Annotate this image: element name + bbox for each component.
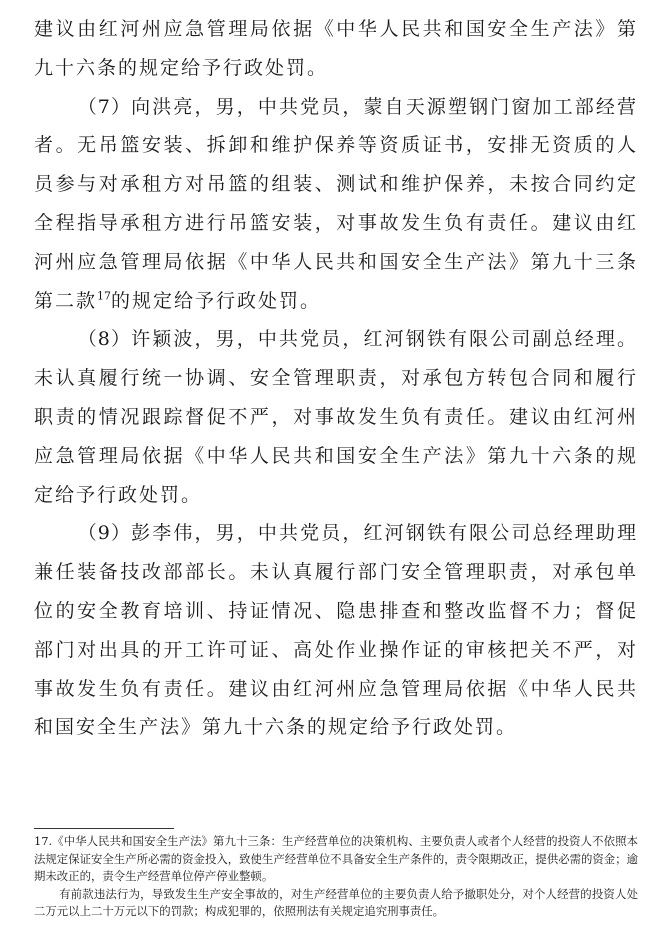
paragraph-text-after: 的规定给予行政处罚。 (111, 289, 322, 312)
document-body (34, 10, 638, 747)
paragraph-item-8 (34, 320, 638, 514)
footnote-reference[interactable]: 17 (97, 289, 112, 303)
paragraph-item-9 (34, 514, 638, 747)
footnote-text: 《中华人民共和国安全生产法》第九十三条：生产经营单位的决策机构、主要负责人或者个人经营的投资人不依照本法规定保证安全生产所必需的资金投入，致使生产经营单位不具备安全生产条件的，责令限期改正，提供必需的资金；逾期未改正的，责令生产经营单位停产停业整顿。 (34, 834, 638, 884)
paragraph-text: 许颖波，男，中共党员，红河钢铁有限公司副总经理。未认真履行统一协调、安全管理职责，对承包方转包合同和履行职责的情况跟踪督促不严，对事故发生负有责任。建议由红河州应急管理局依据《中华人民共和国安全生产法》第九十六条的规定给予行政处罚。 (34, 328, 638, 506)
paragraph-text: 向洪亮，男，中共党员，蒙自天源塑钢门窗加工部经营者。无吊篮安装、拆卸和维护保养等资质证书，安排无资质的人员参与对承租方对吊篮的组装、测试和维护保养，未按合同约定全程指导承租方进行吊篮安装，对事故发生负有责任。建议由红河州应急管理局依据《中华人民共和国安全生产法》第九十三条第二款 (34, 95, 638, 312)
footnote-divider (34, 828, 174, 829)
item-number: （9） (77, 522, 132, 545)
footnote-17 (34, 833, 638, 886)
paragraph-item-7 (34, 88, 638, 321)
footnote-17-continued (34, 886, 638, 921)
footnotes-section (34, 833, 638, 921)
footnote-label: 17. (34, 834, 53, 848)
footnote-text: 有前款违法行为，导致发生生产安全事故的，对生产经营单位的主要负责人给予撤职处分，对个人经营的投资人处二万元以上二十万元以下的罚款；构成犯罪的，依照刑法有关规定追究刑事责任。 (34, 886, 638, 919)
paragraph-text: 彭李伟，男，中共党员，红河钢铁有限公司总经理助理兼任装备技改部部长。未认真履行部门安全管理职责，对承包单位的安全教育培训、持证情况、隐患排查和整改监督不力；督促部门对出具的开工许可证、高处作业操作证的审核把关不严，对事故发生负有责任。建议由红河州应急管理局依据《中华人民共和国安全生产法》第九十六条的规定给予行政处罚。 (34, 522, 638, 739)
paragraph-text: 建议由红河州应急管理局依据《中华人民共和国安全生产法》第九十六条的规定给予行政处罚。 (34, 18, 638, 79)
item-number: （7） (77, 95, 132, 118)
document-page (34, 10, 638, 747)
item-number: （8） (77, 328, 132, 351)
paragraph-continuation (34, 10, 638, 88)
